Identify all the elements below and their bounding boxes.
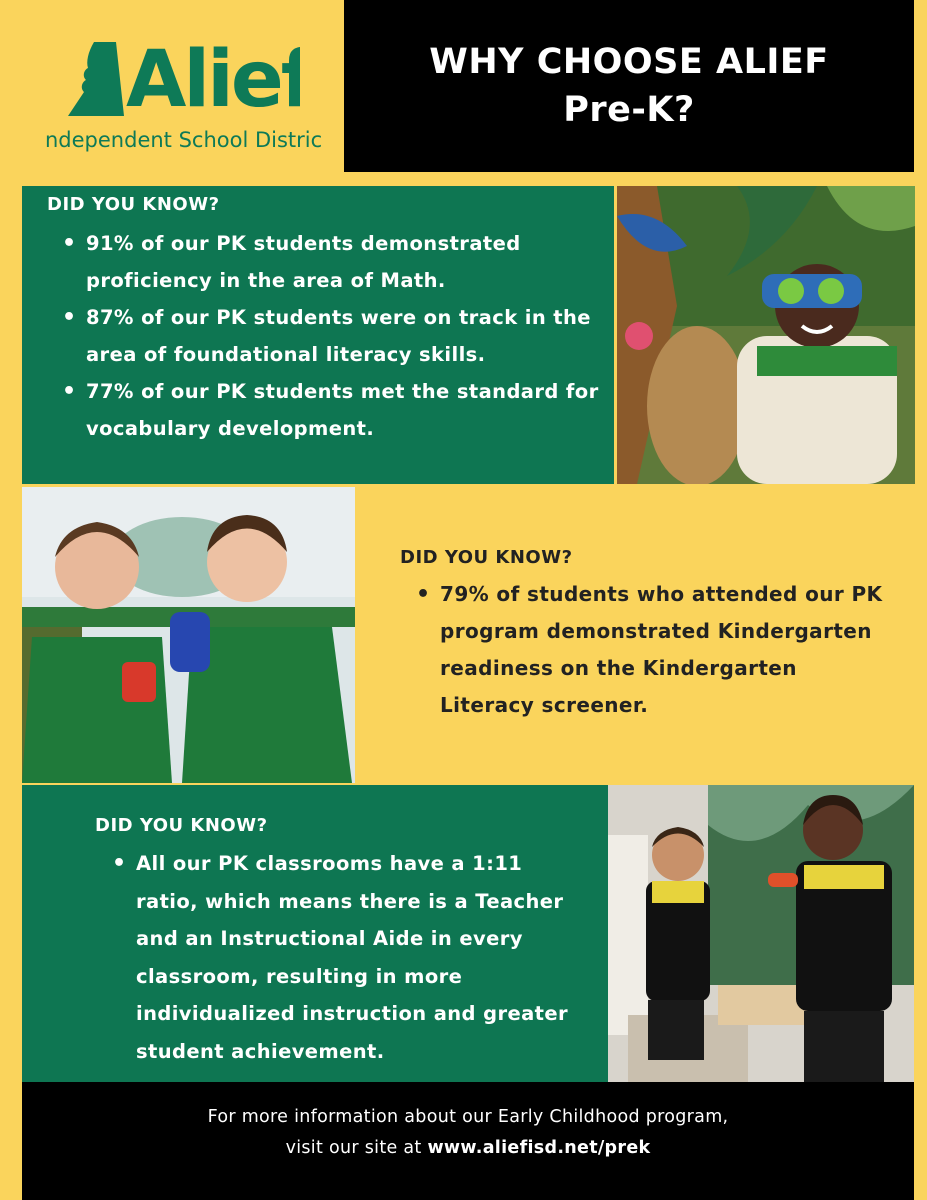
child-binoculars-photo	[617, 186, 915, 484]
footer-info-line: For more information about our Early Childhood program,	[207, 1107, 729, 1127]
footer	[22, 1082, 914, 1200]
stats-panel-1	[22, 186, 614, 484]
section3-heading: DID YOU KNOW?	[95, 815, 268, 836]
page-subtitle: Pre-K?	[563, 90, 695, 130]
logo-subtitle: ndependent School Distric	[45, 128, 323, 152]
footer-visit-prefix: visit our site at	[285, 1138, 428, 1158]
page-title: WHY CHOOSE ALIEF	[429, 42, 829, 82]
children-life-vests-photo	[608, 785, 914, 1082]
page-title-box	[344, 0, 914, 172]
list-item: • 87% of our PK students were on track in the area of foundational literacy skills.	[60, 299, 600, 373]
list-item: • 91% of our PK students demonstrated proficiency in the area of Math.	[60, 225, 600, 299]
list-item: • 79% of students who attended our PK program demonstrated Kindergarten readiness on the Kindergarten Literacy screener.	[414, 576, 894, 724]
two-boys-aprons-photo	[22, 487, 355, 783]
section3-list	[110, 845, 590, 1070]
list-item: • 77% of our PK students met the standard for vocabulary development.	[60, 373, 600, 447]
footer-visit-line	[22, 1138, 914, 1158]
logo-text: Alief	[126, 36, 300, 116]
footer-url-link[interactable]: www.aliefisd.net/prek	[427, 1138, 651, 1158]
section1-heading: DID YOU KNOW?	[47, 194, 220, 215]
stats-panel-3	[22, 785, 608, 1082]
list-item: • All our PK classrooms have a 1:11 ratio, which means there is a Teacher and an Instructional Aide in every classroom, resulting in more individualized instruction and greater student achievement.	[110, 845, 590, 1070]
section2-list	[414, 576, 894, 724]
section2-heading: DID YOU KNOW?	[400, 547, 573, 568]
logo-wordmark	[60, 36, 300, 128]
section1-list	[60, 225, 600, 447]
